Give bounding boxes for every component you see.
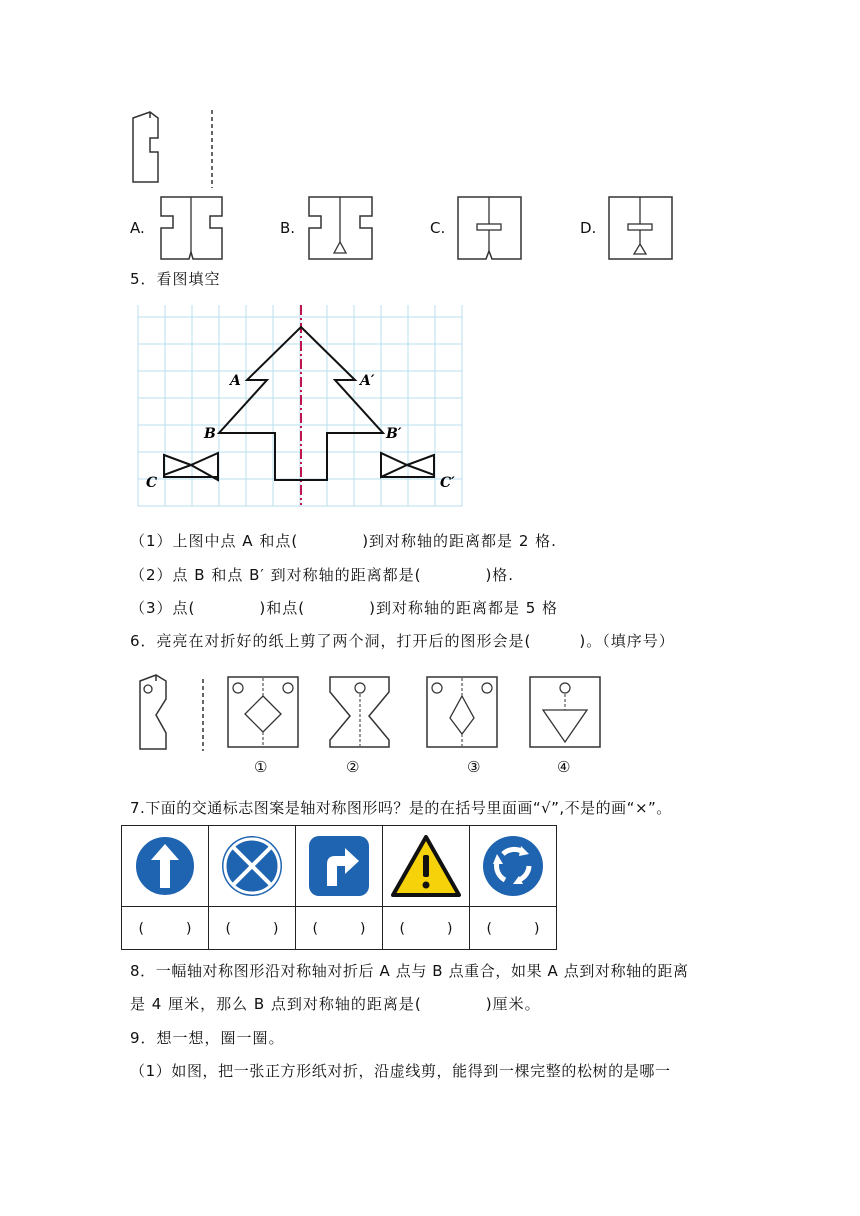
q6-option-1-figure — [227, 676, 299, 748]
roundabout-sign-icon — [481, 834, 545, 898]
paren-cell-4[interactable]: ( ) — [383, 907, 470, 950]
q6-label-1: ① — [254, 758, 268, 776]
q6-label-4: ④ — [557, 758, 571, 776]
point-b-label: B — [204, 426, 216, 442]
q6-option-2-figure — [329, 676, 391, 748]
sign-cell-2 — [209, 826, 296, 907]
q4-folded-paper-figure — [128, 110, 223, 190]
q4-option-d-figure — [608, 196, 674, 262]
no-stopping-sign-icon — [220, 834, 284, 898]
q4-option-b-label: B. — [280, 219, 296, 237]
q9-item-1: （1）如图，把一张正方形纸对折，沿虚线剪，能得到一棵完整的松树的是哪一 — [130, 1062, 671, 1080]
q6-label-2: ② — [346, 758, 360, 776]
sign-cell-1 — [122, 826, 209, 907]
q8-line-1: 8．一幅轴对称图形沿对称轴对折后 A 点与 B 点重合，如果 A 点到对称轴的距离 — [130, 962, 689, 980]
point-a-prime-label: A′ — [360, 373, 375, 389]
paren-cell-5[interactable]: ( ) — [470, 907, 557, 950]
q7-sign-table — [121, 825, 557, 950]
q6-option-4-figure — [529, 676, 601, 748]
q6-label-3: ③ — [467, 758, 481, 776]
q9-title: 9．想一想，圈一圈。 — [130, 1029, 285, 1047]
q6-option-3-figure — [426, 676, 498, 748]
paren-cell-1[interactable]: ( ) — [122, 907, 209, 950]
point-c-prime-label: C′ — [440, 475, 455, 491]
q8-line-2: 是 4 厘米，那么 B 点到对称轴的距离是( )厘米。 — [130, 995, 541, 1013]
q4-option-c-figure — [457, 196, 523, 262]
sign-cell-4 — [383, 826, 470, 907]
q5-tree-grid-figure — [138, 305, 468, 510]
q6-title: 6．亮亮在对折好的纸上剪了两个洞，打开后的图形会是( )。（填序号） — [130, 632, 675, 650]
point-c-label: C — [146, 475, 158, 491]
q4-option-d-label: D. — [580, 219, 597, 237]
point-b-prime-label: B′ — [386, 426, 402, 442]
q6-folded-paper-figure — [136, 675, 216, 755]
straight-arrow-sign-icon — [133, 834, 197, 898]
q4-option-a-label: A. — [130, 219, 145, 237]
q7-title: 7.下面的交通标志图案是轴对称图形吗？是的在括号里面画“√”,不是的画“×”。 — [130, 799, 672, 817]
right-turn-sign-icon — [307, 834, 371, 898]
q4-option-c-label: C. — [430, 219, 446, 237]
paren-cell-3[interactable]: ( ) — [296, 907, 383, 950]
paren-cell-2[interactable]: ( ) — [209, 907, 296, 950]
sign-cell-5 — [470, 826, 557, 907]
sign-cell-3 — [296, 826, 383, 907]
q5-item-3: （3）点( )和点( )到对称轴的距离都是 5 格 — [130, 599, 559, 617]
q4-option-b-figure — [308, 196, 374, 262]
q5-item-2: （2）点 B 和点 B′ 到对称轴的距离都是( )格. — [130, 566, 515, 584]
q5-title: 5．看图填空 — [130, 270, 221, 288]
point-a-label: A — [230, 373, 241, 389]
q4-option-a-figure — [160, 196, 224, 262]
warning-sign-icon — [391, 835, 461, 897]
q5-item-1: （1）上图中点 A 和点( )到对称轴的距离都是 2 格. — [130, 532, 557, 550]
